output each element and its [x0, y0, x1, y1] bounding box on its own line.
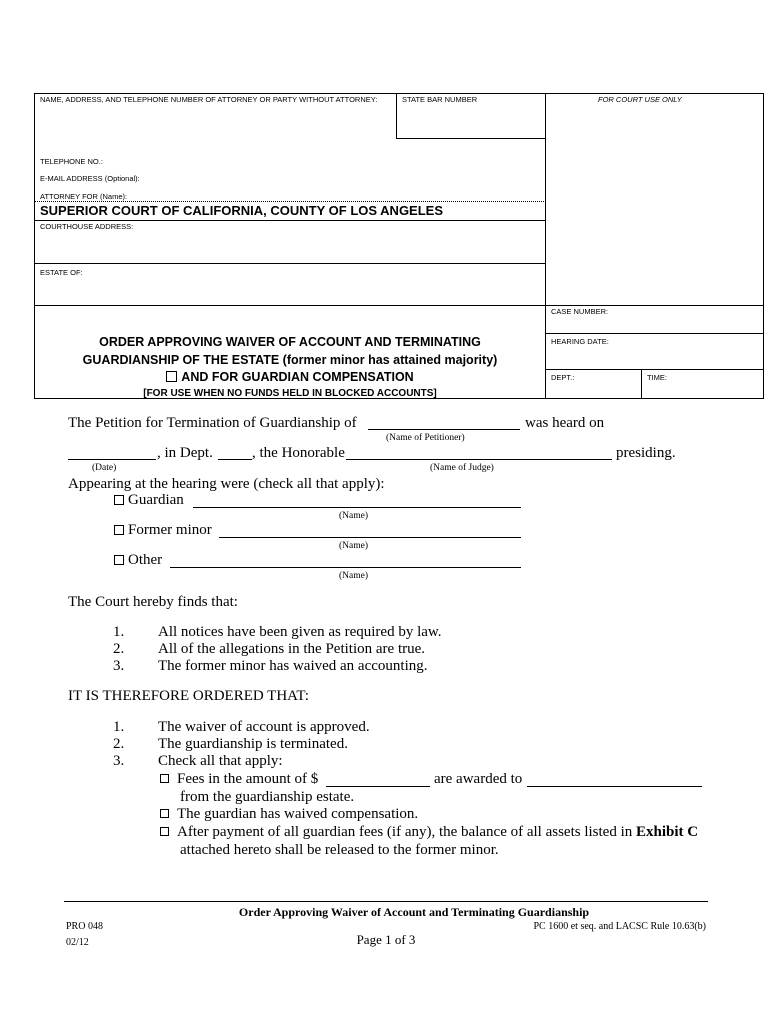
guardian-name-caption: (Name)	[339, 511, 369, 521]
title-line-2: GUARDIANSHIP OF THE ESTATE (former minor has attained majority)	[82, 352, 498, 367]
title-line-4: [FOR USE WHEN NO FUNDS HELD IN BLOCKED ACCOUNTS]	[143, 387, 437, 399]
awarded-to: are awarded to	[434, 771, 523, 787]
case-number-label: CASE NUMBER:	[551, 307, 609, 316]
former-minor-name-caption: (Name)	[339, 541, 369, 551]
date-field[interactable]	[68, 459, 156, 460]
petitioner-caption: (Name of Petitioner)	[386, 433, 465, 443]
court-use-label: FOR COURT USE ONLY	[598, 95, 682, 104]
appearance-guardian	[114, 492, 184, 509]
in-dept: , in Dept.	[157, 445, 213, 461]
from-estate: from the guardianship estate.	[180, 789, 355, 805]
divider	[34, 201, 546, 202]
divider	[34, 263, 546, 264]
courthouse-label: COURTHOUSE ADDRESS:	[40, 222, 134, 231]
email-label: E-MAIL ADDRESS (Optional):	[40, 174, 140, 183]
petitioner-field[interactable]	[368, 429, 520, 430]
hearing-date-label: HEARING DATE:	[551, 337, 609, 346]
estate-label: ESTATE OF:	[40, 268, 83, 277]
order-text: Check all that apply:	[158, 753, 283, 769]
rule-citation: PC 1600 et seq. and LACSC Rule 10.63(b)	[533, 921, 706, 932]
fees-text: Fees in the amount of $	[177, 771, 319, 787]
court-name: SUPERIOR COURT OF CALIFORNIA, COUNTY OF LOS ANGELES	[40, 203, 444, 218]
divider	[34, 305, 764, 306]
time-label: TIME:	[647, 373, 667, 382]
awarded-to-field[interactable]	[527, 786, 702, 787]
divider	[641, 369, 642, 399]
form-title	[40, 334, 540, 400]
compensation-checkbox[interactable]	[166, 371, 177, 382]
attorney-for-label: ATTORNEY FOR (Name):	[40, 192, 128, 201]
finding-text: All notices have been given as required by law.	[158, 624, 442, 640]
presiding: presiding.	[616, 445, 676, 461]
guardian-name-field[interactable]	[193, 507, 521, 508]
fees-amount-field[interactable]	[326, 786, 430, 787]
ordered-heading: IT IS THEREFORE ORDERED THAT:	[68, 688, 309, 704]
order-text: The guardianship is terminated.	[158, 736, 348, 752]
attorney-label: NAME, ADDRESS, AND TELEPHONE NUMBER OF ATTORNEY OR PARTY WITHOUT ATTORNEY:	[40, 95, 378, 104]
dept-label: DEPT.:	[551, 373, 575, 382]
other-label: Other	[128, 552, 163, 568]
footer-rule	[64, 901, 708, 902]
former-minor-checkbox[interactable]	[114, 525, 124, 535]
after-payment-checkbox[interactable]	[160, 827, 169, 836]
footer-title: Order Approving Waiver of Account and Terminating Guardianship	[238, 905, 590, 919]
title-line-3-text: AND FOR GUARDIAN COMPENSATION	[181, 370, 414, 384]
divider	[34, 220, 546, 221]
finding-num: 1.	[113, 624, 125, 640]
waived-comp-option	[160, 806, 418, 823]
exhibit-label: Exhibit C	[636, 824, 699, 840]
date-caption: (Date)	[92, 463, 117, 473]
court-finds: The Court hereby finds that:	[68, 594, 238, 610]
guardian-label: Guardian	[128, 492, 184, 508]
former-minor-label: Former minor	[128, 522, 212, 538]
form-number: PRO 048	[66, 921, 103, 932]
judge-caption: (Name of Judge)	[430, 463, 494, 473]
form-date: 02/12	[66, 937, 89, 948]
petition-text: The Petition for Termination of Guardianship of	[68, 415, 357, 431]
page-number: Page 1 of 3	[356, 932, 416, 947]
order-num: 3.	[113, 753, 125, 769]
order-num: 2.	[113, 736, 125, 752]
guardian-checkbox[interactable]	[114, 495, 124, 505]
title-line-1: ORDER APPROVING WAIVER OF ACCOUNT AND TERMINATING	[99, 335, 481, 349]
state-bar-label: STATE BAR NUMBER	[402, 95, 478, 104]
fees-checkbox[interactable]	[160, 774, 169, 783]
title-line-3	[40, 369, 540, 387]
divider	[545, 333, 764, 334]
divider	[396, 138, 546, 139]
waived-comp-checkbox[interactable]	[160, 809, 169, 818]
former-minor-name-field[interactable]	[219, 537, 521, 538]
other-checkbox[interactable]	[114, 555, 124, 565]
finding-num: 3.	[113, 658, 125, 674]
was-heard-on: was heard on	[525, 415, 605, 431]
judge-field[interactable]	[346, 459, 612, 460]
attached-text: attached hereto shall be released to the former minor.	[180, 842, 499, 858]
the-honorable: , the Honorable	[252, 445, 345, 461]
fees-option	[160, 771, 318, 788]
finding-num: 2.	[113, 641, 125, 657]
waived-comp-text: The guardian has waived compensation.	[177, 806, 419, 822]
divider	[396, 93, 397, 138]
other-name-field[interactable]	[170, 567, 521, 568]
after-payment-text: After payment of all guardian fees (if any), the balance of all assets listed in	[177, 824, 633, 840]
telephone-label: TELEPHONE NO.:	[40, 157, 103, 166]
finding-text: The former minor has waived an accounting.	[158, 658, 428, 674]
appearance-other	[114, 552, 162, 569]
order-text: The waiver of account is approved.	[158, 719, 370, 735]
appearing-text: Appearing at the hearing were (check all that apply):	[68, 476, 385, 492]
after-payment-option	[160, 824, 698, 841]
other-name-caption: (Name)	[339, 571, 369, 581]
dept-field[interactable]	[218, 459, 252, 460]
appearance-former-minor	[114, 522, 212, 539]
divider	[545, 369, 764, 370]
finding-text: All of the allegations in the Petition are true.	[158, 641, 426, 657]
order-num: 1.	[113, 719, 125, 735]
